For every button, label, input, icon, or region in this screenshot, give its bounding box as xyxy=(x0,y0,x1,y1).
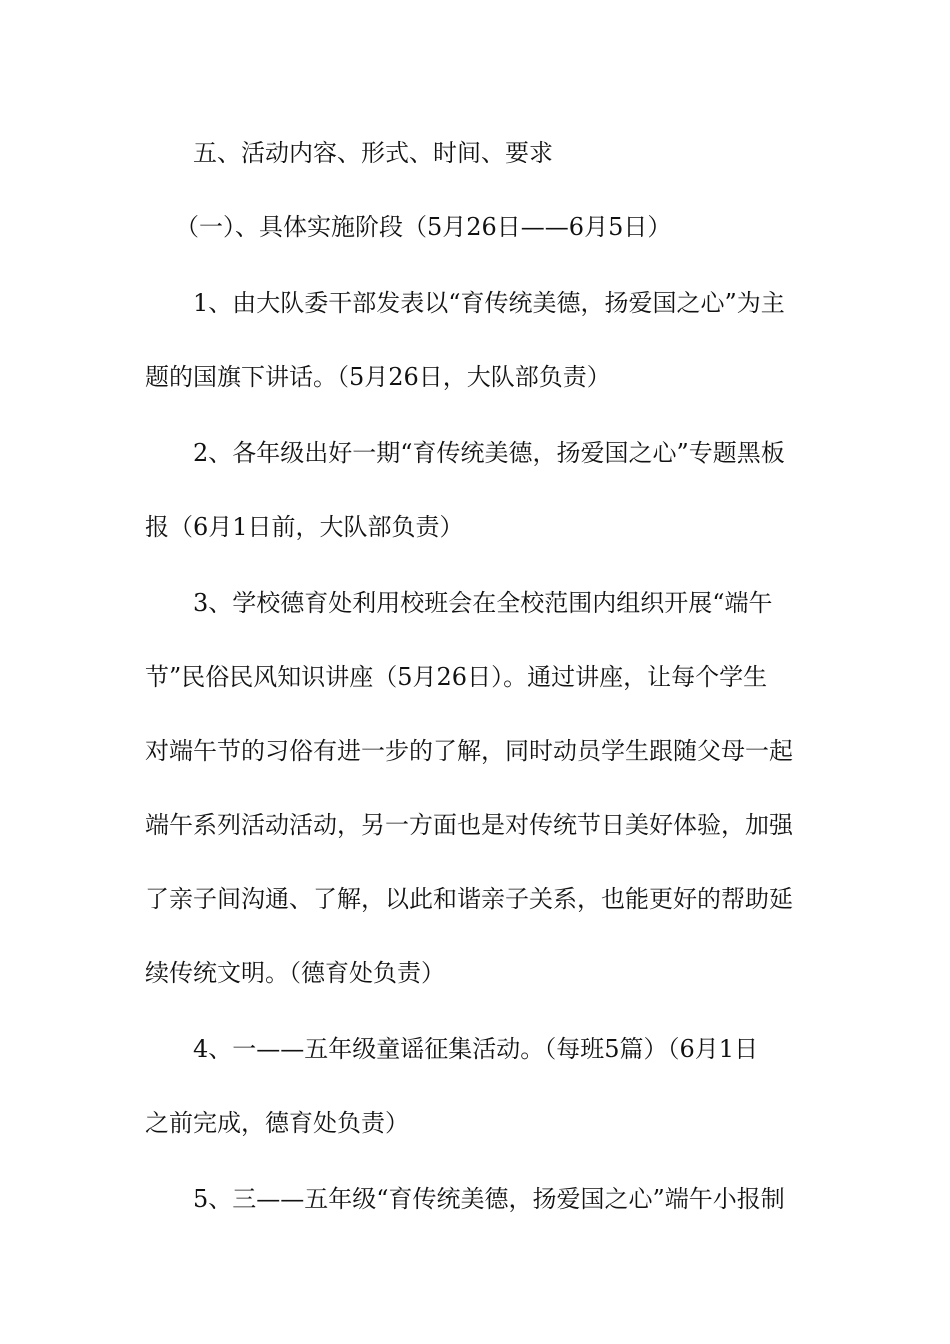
paragraph-line: 报（6月1日前，大队部负责） xyxy=(145,513,464,541)
paragraph-line: 3、学校德育处利用校班会在全校范围内组织开展“端午 xyxy=(193,589,773,617)
paragraph-line: 之前完成，德育处负责） xyxy=(145,1109,409,1137)
paragraph-line: 1、由大队委干部发表以“育传统美德，扬爱国之心”为主 xyxy=(193,289,785,317)
paragraph-line: 对端午节的习俗有进一步的了解，同时动员学生跟随父母一起 xyxy=(145,737,793,765)
paragraph-line: 了亲子间沟通、了解，以此和谐亲子关系，也能更好的帮助延 xyxy=(145,885,793,913)
paragraph-line: 续传统文明。（德育处负责） xyxy=(145,959,445,987)
paragraph-line: 4、一——五年级童谣征集活动。（每班5篇）（6月1日 xyxy=(193,1035,759,1063)
subsection-heading: （一）、具体实施阶段（5月26日——6月5日） xyxy=(175,213,672,241)
paragraph-line: 端午系列活动活动，另一方面也是对传统节日美好体验，加强 xyxy=(145,811,793,839)
paragraph-line: 节”民俗民风知识讲座（5月26日）。通过讲座，让每个学生 xyxy=(145,663,768,691)
paragraph-line: 2、各年级出好一期“育传统美德，扬爱国之心”专题黑板 xyxy=(193,439,785,467)
section-heading: 五、活动内容、形式、时间、要求 xyxy=(193,139,553,167)
paragraph-line: 5、三——五年级“育传统美德，扬爱国之心”端午小报制 xyxy=(193,1185,785,1213)
paragraph-line: 题的国旗下讲话。（5月26日，大队部负责） xyxy=(145,363,611,391)
